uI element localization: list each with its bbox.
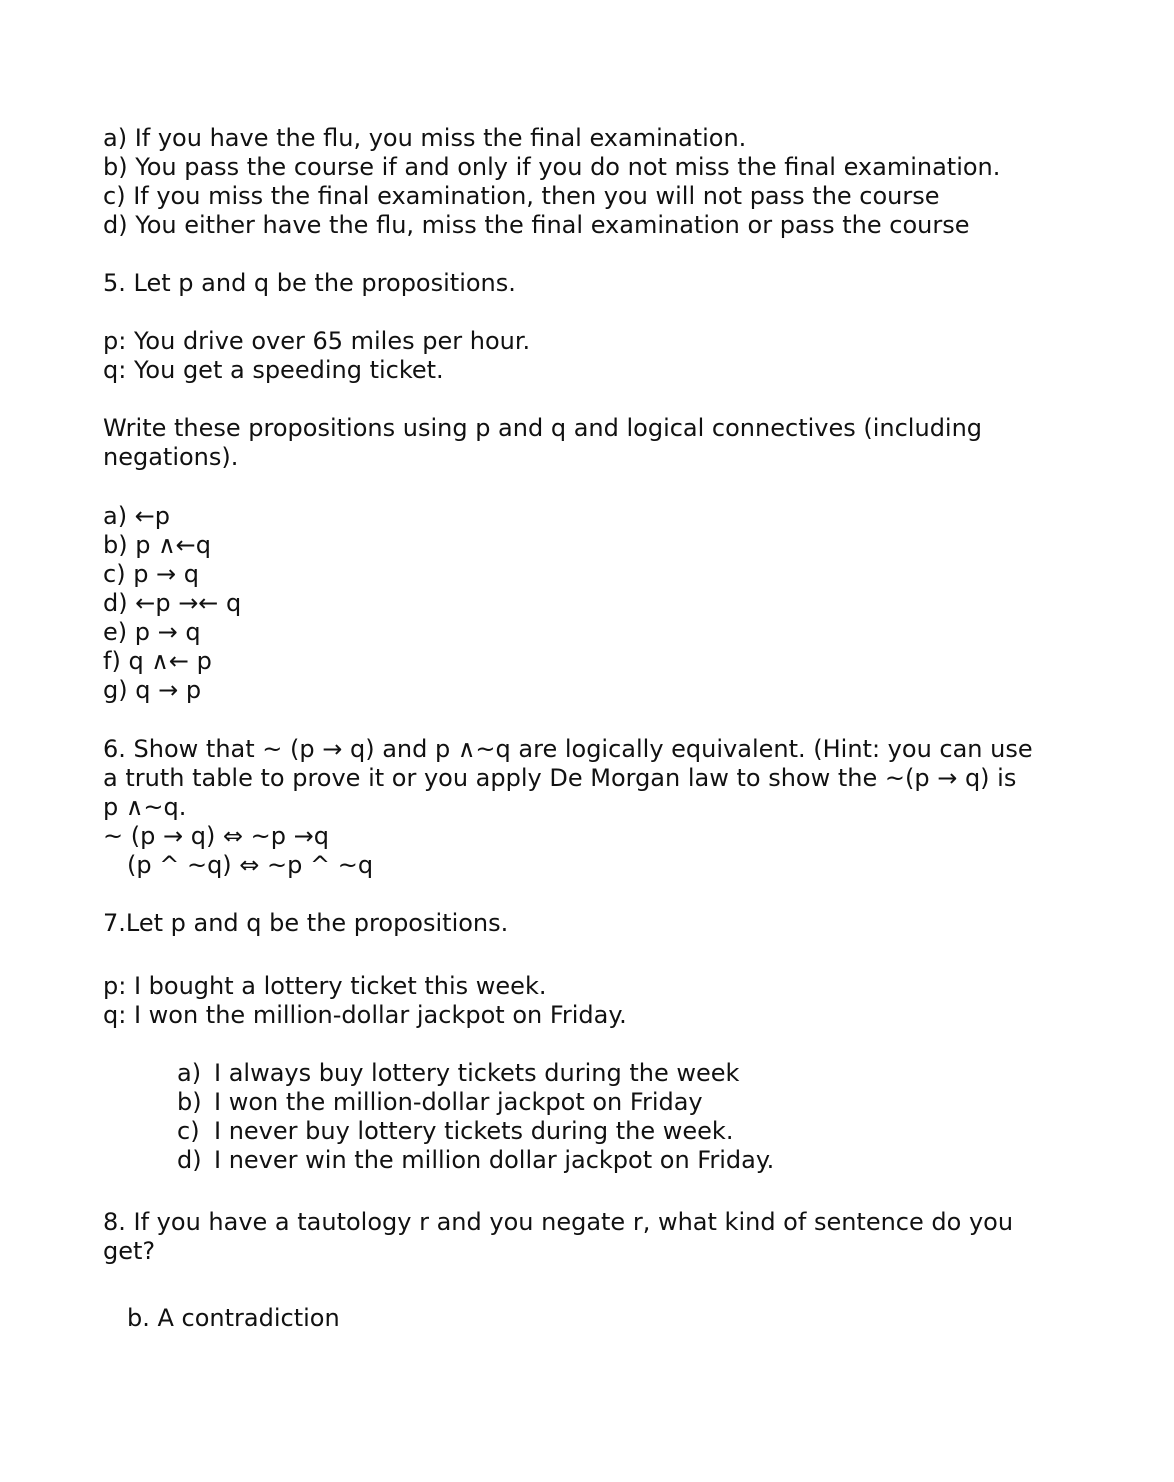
q4-option-d: d) You either have the flu, miss the final examination or pass the course [103,211,970,239]
q6-line2: a truth table to prove it or you apply De Morgan law to show the ~(p → q) is [103,764,1017,792]
q5-instruction-line1: Write these propositions using p and q and logical connectives (including [103,414,983,442]
q4-option-b: b) You pass the course if and only if you do not miss the final examination. [103,153,1001,181]
q7-option-b [177,1088,703,1117]
q5-answer-f: f) q ∧← p [103,647,212,675]
q6-work-line1: ~ (p → q) ⇔ ~p →q [103,822,329,850]
q7-heading: 7.Let p and q be the propositions. [103,909,509,937]
q4-option-c: c) If you miss the final examination, then you will not pass the course [103,182,940,210]
q7-option-b-marker: b) [177,1088,202,1116]
q5-q-definition: q: You get a speeding ticket. [103,356,444,384]
q6-work-line2: (p ^ ~q) ⇔ ~p ^ ~q [127,851,374,879]
q5-p-definition: p: You drive over 65 miles per hour. [103,327,531,355]
q7-option-d-text: I never win the million dollar jackpot on Friday. [214,1146,775,1174]
q5-answer-c: c) p → q [103,560,200,588]
q5-instruction-line2: negations). [103,443,239,471]
q7-option-a [177,1059,739,1088]
q5-answer-d: d) ←p →← q [103,589,242,617]
q5-heading: 5. Let p and q be the propositions. [103,269,516,297]
q8-answer: b. A contradiction [127,1304,340,1332]
q7-option-b-text: I won the million-dollar jackpot on Friday [214,1088,703,1116]
q5-answer-a: a) ←p [103,502,171,530]
q7-p-definition: p: I bought a lottery ticket this week. [103,972,547,1000]
q8-line2: get? [103,1237,156,1265]
q7-q-definition: q: I won the million-dollar jackpot on Friday. [103,1001,627,1029]
q7-option-a-text: I always buy lottery tickets during the week [214,1059,740,1087]
q4-option-a: a) If you have the flu, you miss the final examination. [103,124,747,152]
q7-option-c-text: I never buy lottery tickets during the week. [214,1117,734,1145]
q7-option-a-marker: a) [177,1059,202,1087]
q6-line1: 6. Show that ~ (p → q) and p ∧~q are logically equivalent. (Hint: you can use [103,735,1033,763]
q5-answer-g: g) q → p [103,676,202,704]
q7-option-d [177,1146,774,1175]
q8-line1: 8. If you have a tautology r and you negate r, what kind of sentence do you [103,1208,1014,1236]
q7-option-c-marker: c) [177,1117,200,1145]
q5-answer-b: b) p ∧←q [103,531,211,559]
q7-option-c [177,1117,733,1146]
q5-answer-e: e) p → q [103,618,201,646]
q6-line3: p ∧~q. [103,793,187,821]
q7-option-d-marker: d) [177,1146,202,1174]
